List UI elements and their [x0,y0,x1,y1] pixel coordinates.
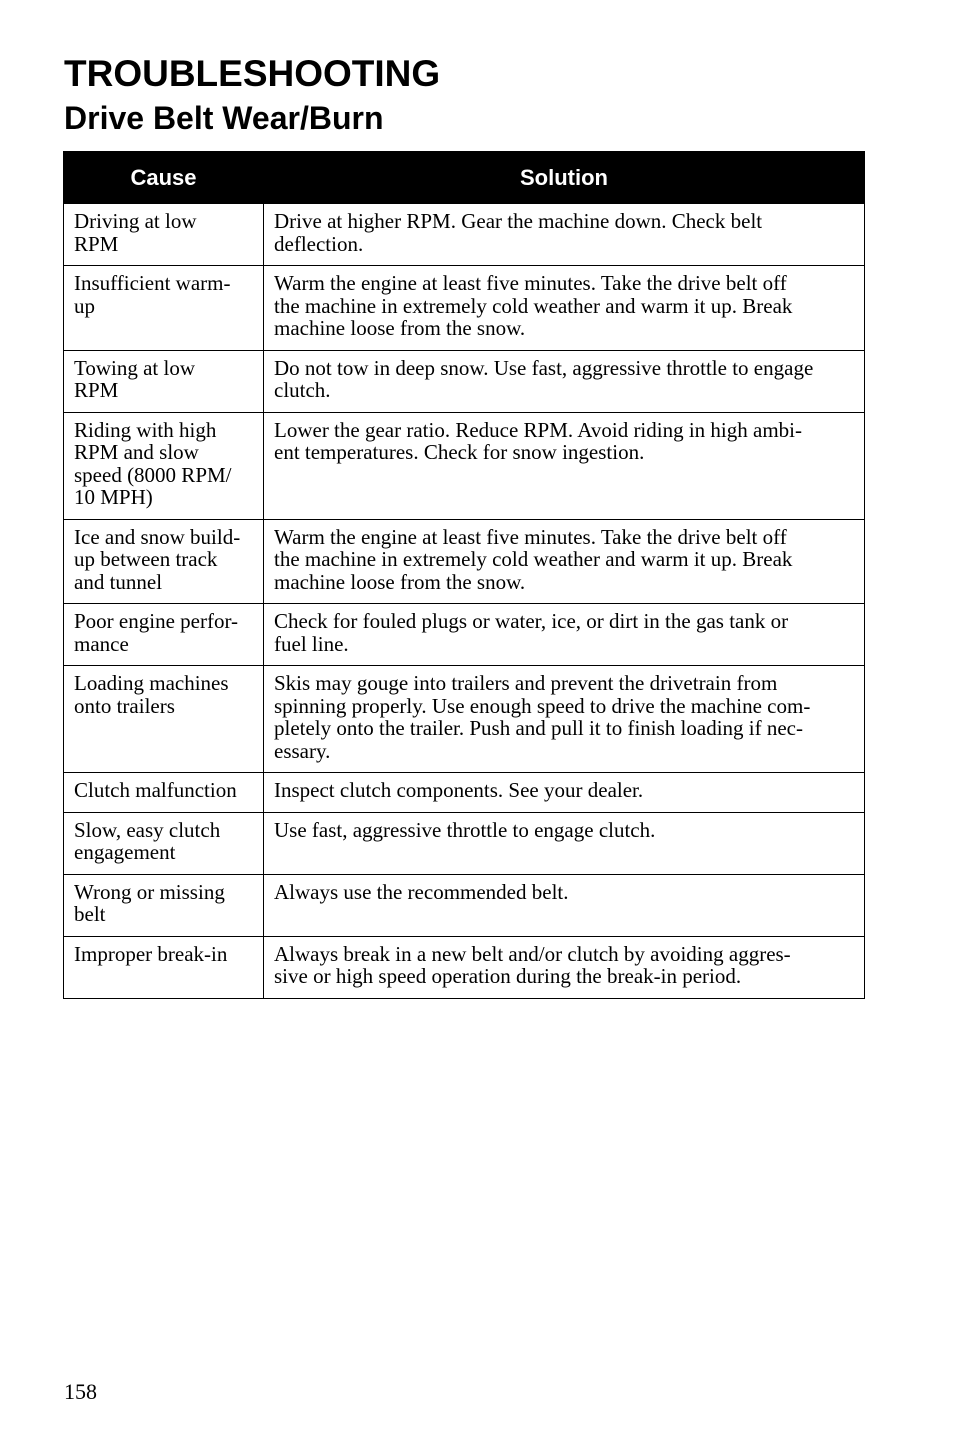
cause-cell: Improper break-in [64,936,264,998]
table-row [64,812,865,874]
table-row [64,266,865,351]
cause-cell: Wrong or missing belt [64,874,264,936]
solution-cell: Always use the recommended belt. [264,874,865,936]
section-subtitle: Drive Belt Wear/Burn [64,100,384,136]
cause-cell: Slow, easy clutch engagement [64,812,264,874]
solution-cell: Do not tow in deep snow. Use fast, aggressive throttle to engage clutch. [264,350,865,412]
cause-cell: Loading machines onto trailers [64,666,264,773]
solution-cell: Check for fouled plugs or water, ice, or dirt in the gas tank or fuel line. [264,604,865,666]
table-header-row [64,152,865,204]
solution-cell: Lower the gear ratio. Reduce RPM. Avoid riding in high ambi- ent temperatures. Check for snow ingestion. [264,412,865,519]
cause-cell: Insufficient warm- up [64,266,264,351]
table-row [64,350,865,412]
table-row [64,666,865,773]
cause-cell: Ice and snow build- up between track and tunnel [64,519,264,604]
column-header-solution: Solution [264,152,865,204]
solution-cell: Use fast, aggressive throttle to engage clutch. [264,812,865,874]
cause-cell: Clutch malfunction [64,773,264,813]
solution-cell: Warm the engine at least five minutes. Take the drive belt off the machine in extremely cold weather and warm it up. Break machine loose from the snow. [264,519,865,604]
table-row [64,773,865,813]
solution-cell: Inspect clutch components. See your dealer. [264,773,865,813]
solution-cell: Warm the engine at least five minutes. Take the drive belt off the machine in extremely cold weather and warm it up. Break machine loose from the snow. [264,266,865,351]
table-row [64,874,865,936]
cause-cell: Poor engine perfor- mance [64,604,264,666]
troubleshooting-table [63,151,865,999]
cause-cell: Towing at low RPM [64,350,264,412]
cause-cell: Riding with high RPM and slow speed (8000 RPM/ 10 MPH) [64,412,264,519]
solution-cell: Skis may gouge into trailers and prevent the drivetrain from spinning properly. Use enough speed to drive the machine com- pletely onto the trailer. Push and pull it to finish loading if nec- essary. [264,666,865,773]
solution-cell: Always break in a new belt and/or clutch by avoiding aggres- sive or high speed operation during the break-in period. [264,936,865,998]
solution-cell: Drive at higher RPM. Gear the machine down. Check belt deflection. [264,204,865,266]
cause-cell: Driving at low RPM [64,204,264,266]
column-header-cause: Cause [64,152,264,204]
table-row [64,604,865,666]
page-number: 158 [64,1379,97,1404]
page-title: TROUBLESHOOTING [64,53,441,94]
table-row [64,204,865,266]
table-row [64,936,865,998]
table-row [64,412,865,519]
table-row [64,519,865,604]
